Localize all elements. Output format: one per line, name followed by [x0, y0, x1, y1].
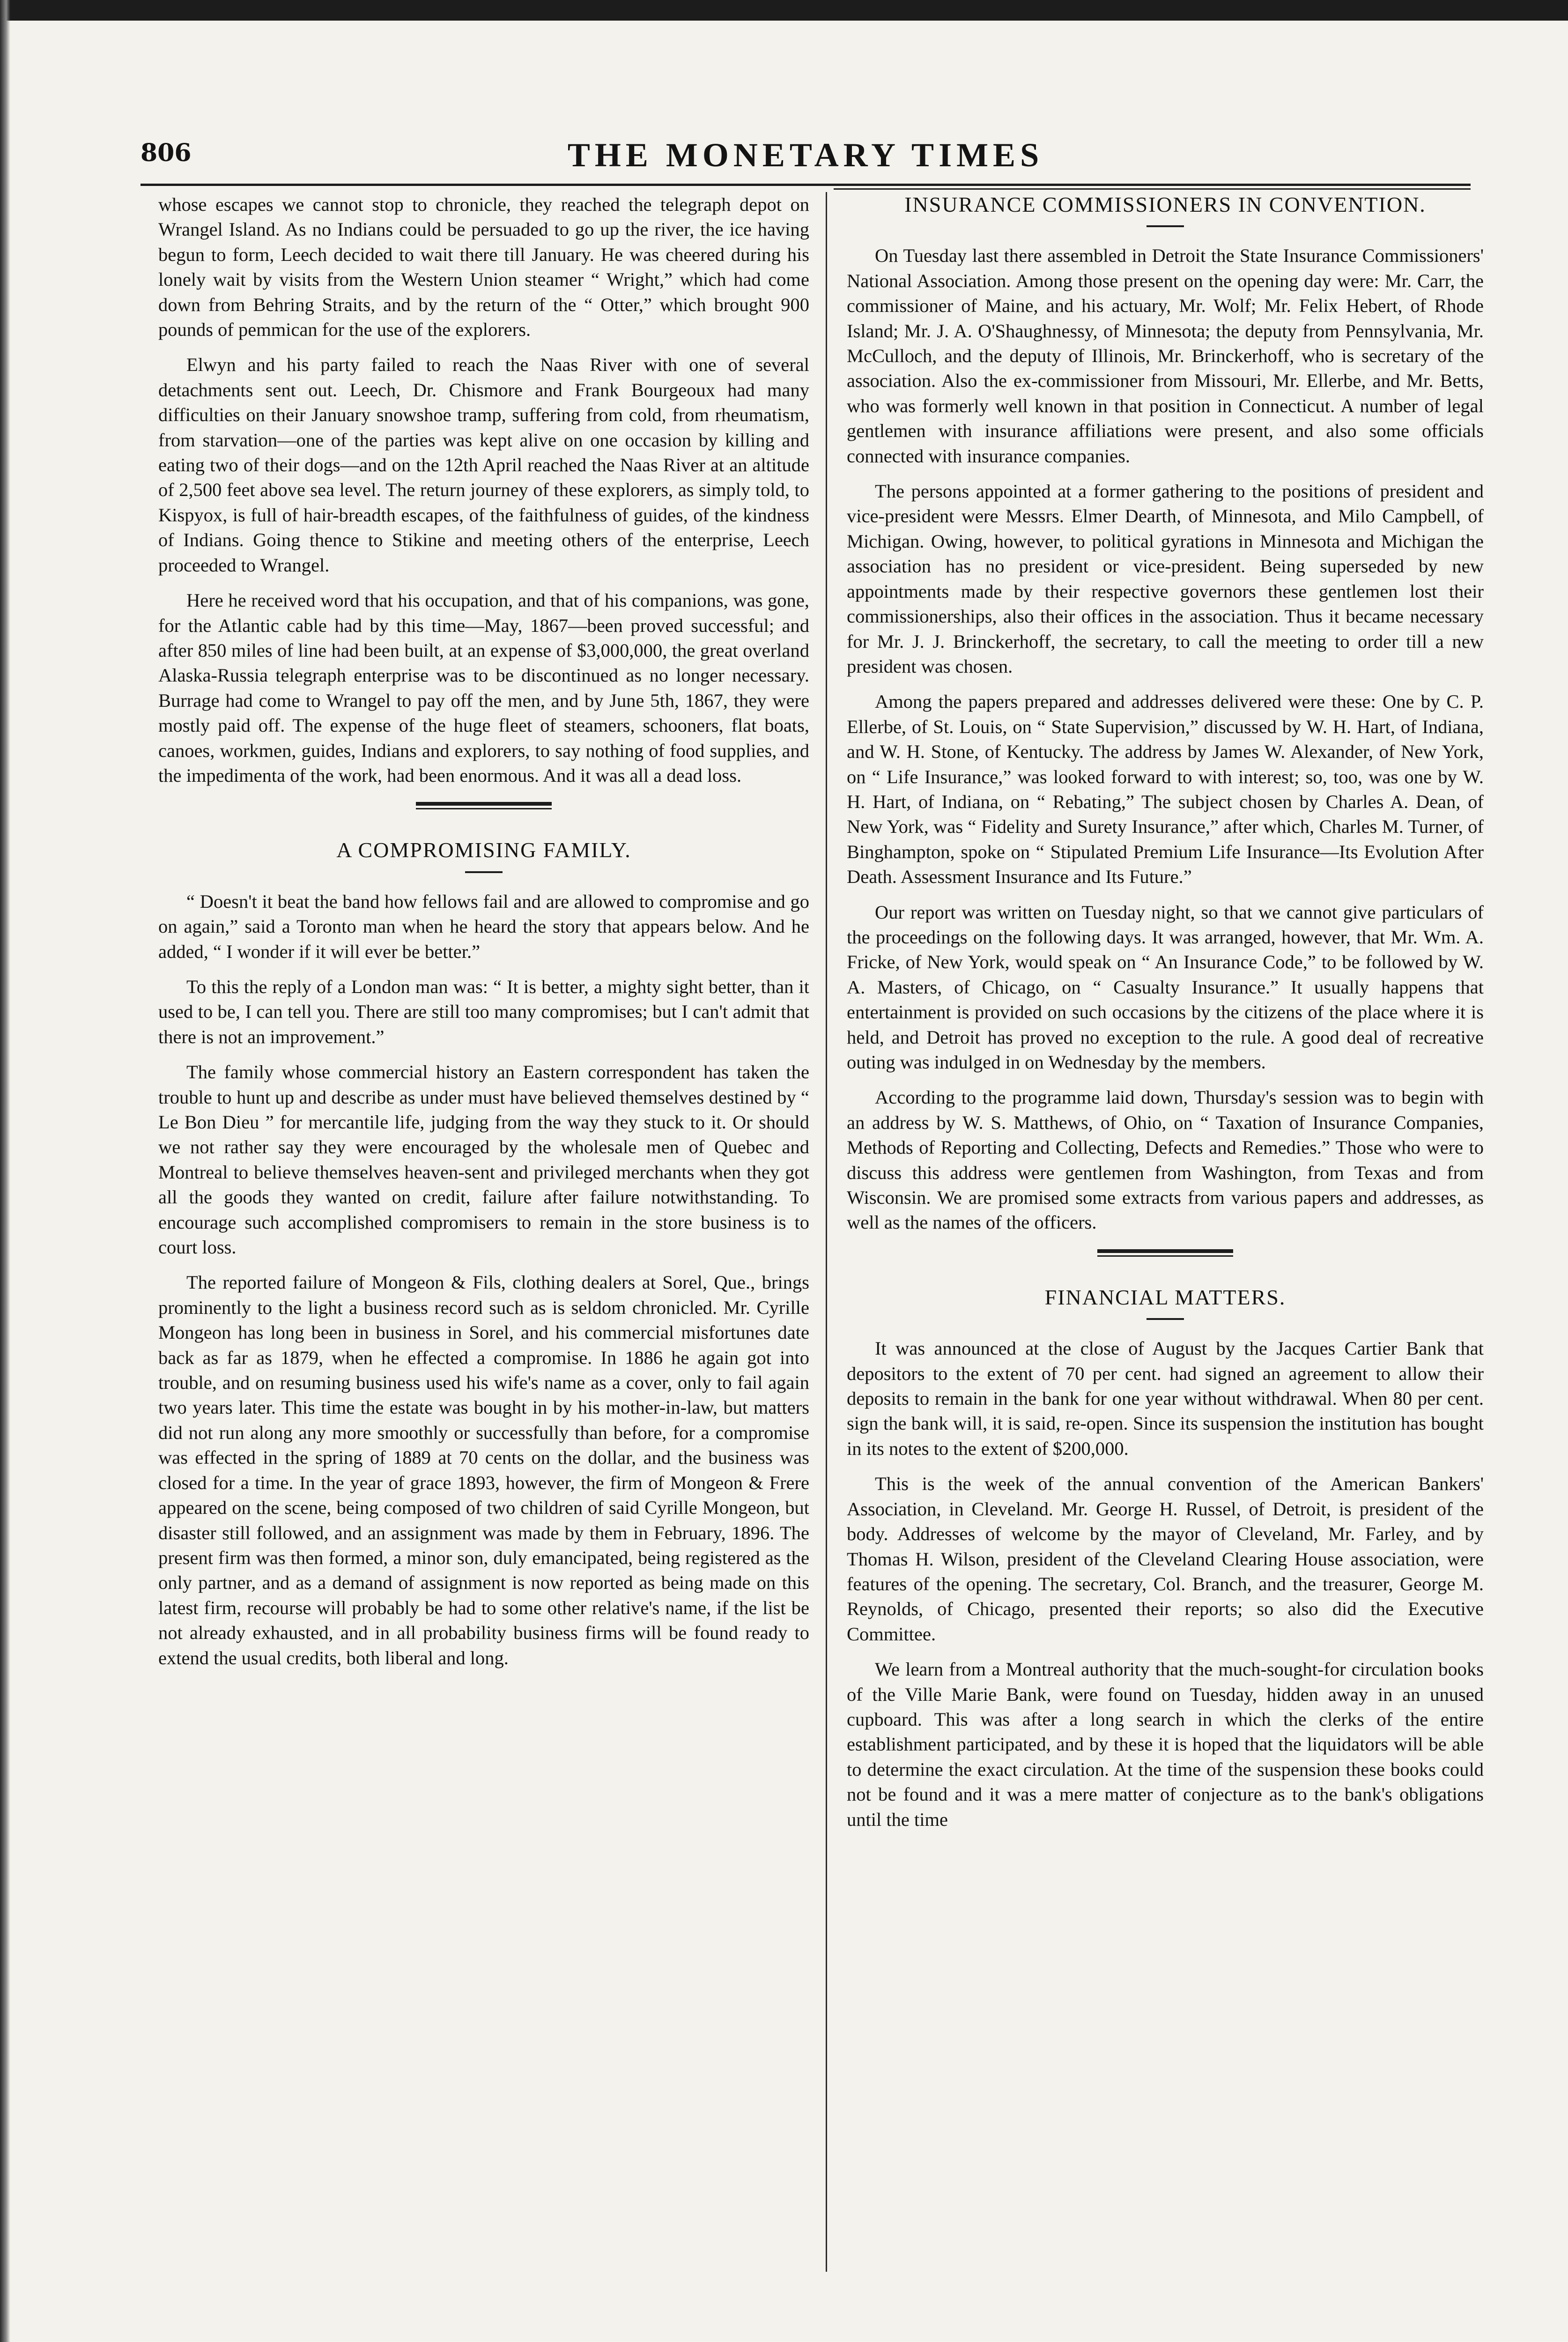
title-rule: [1146, 1318, 1184, 1320]
page-number: 806: [141, 139, 192, 167]
article-paragraph: whose escapes we cannot stop to chronicle, they reached the telegraph depot on Wrangel Island. As no Indians could be persuaded to go up the river, the ice having begun to form, Leech decided to wait there till January. He was cheered during his lonely wait by visits from the Western Union steamer “ Wright,” which had come down from Behring Straits, and by the return of the “ Otter,” which brought 900 pounds of pemmican for the use of the explorers.: [158, 194, 809, 341]
section-title: FINANCIAL MATTERS.: [1044, 1285, 1286, 1309]
article-paragraph: It was announced at the close of August by the Jacques Cartier Bank that depositors to the extent of 70 per cent. had signed an agreement to allow their deposits to remain in the bank for one year without withdrawal. When 80 per cent. sign the bank will, it is said, re-open. Since its suspension the institution has bought in its notes to the extent of $200,000.: [847, 1338, 1484, 1459]
article-paragraph: The family whose commercial history an Eastern correspondent has taken the trouble to hunt up and describe as under must have believed themselves destined by “ Le Bon Dieu ” for mercantile life, judging from the way they stuck to it. Or should we not rather say they were encouraged by the wholesale men of Quebec and Montreal to believe themselves heaven-sent and privileged merchants when they got all the goods they wanted on credit, failure after failure notwithstanding. To encourage such accomplished compromisers to remain in the store business is to court loss.: [158, 1061, 809, 1258]
section-separator: [416, 802, 552, 809]
article-paragraph: “ Doesn't it beat the band how fellows fail and are allowed to compromise and go on again,” said a Toronto man when he heard the story that appears below. And he added, “ I wonder if it will ever be better.”: [158, 890, 809, 962]
section-title: INSURANCE COMMISSIONERS IN CONVENTION.: [904, 193, 1426, 216]
article-paragraph: The reported failure of Mongeon & Fils, clothing dealers at Sorel, Que., brings prominently to the light a business record such as is seldom chronicled. Mr. Cyrille Mongeon has long been in business in Sorel, and his commercial misfortunes date back as far as 1879, when he effected a compromise. In 1886 he again got into trouble, and on resuming business used his wife's name as a cover, only to fail again two years later. This time the estate was bought in by his mother-in-law, but matters did not run along any more smoothly or successfully than before, for a compromise was effected in the spring of 1889 at 70 cents on the dollar, and the business was closed for a time. In the year of grace 1893, however, the firm of Mongeon & Frere appeared on the scene, being composed of two children of said Cyrille Mongeon, but disaster still followed, and an assignment was made by them in February, 1896. The present firm was then formed, a minor son, duly emancipated, being registered as the only partner, and as a demand of assignment is now reported as being made on this latest firm, recourse will probably be had to some other relative's name, if the list be not already exhausted, and in all probability business firms will be found ready to extend the usual credits, both liberal and long.: [158, 1272, 809, 1668]
article-paragraph: According to the programme laid down, Thursday's session was to begin with an address by W. S. Matthews, of Ohio, on “ Taxation of Insurance Companies, Methods of Reporting and Collecting, Defects and Remedies.” Those who were to discuss this address were gentlemen from Washington, from Texas and from Wisconsin. We are promised some extracts from various papers and addresses, as well as the names of the officers.: [847, 1087, 1484, 1233]
article-paragraph: We learn from a Montreal authority that the much-sought-for circulation books of the Ville Marie Bank, were found on Tuesday, hidden away in an unused cupboard. This was after a long search in which the clerks of the entire establishment participated, and by these it is hoped that the liquidators will be able to determine the exact circulation. At the time of the suspension these books could not be found and it was a mere matter of conjecture as to the bank's obligations until the time: [847, 1659, 1484, 1830]
article-paragraph: This is the week of the annual convention of the American Bankers' Association, in Cleveland. Mr. George H. Russel, of Detroit, is president of the body. Addresses of welcome by the mayor of Cleveland, Mr. Farley, and by Thomas H. Wilson, president of the Cleveland Clearing House association, were features of the opening. The secretary, Col. Branch, and the treasurer, George M. Reynolds, of Chicago, presented their reports; so also did the Executive Committee.: [847, 1473, 1484, 1645]
section-title: A COMPROMISING FAMILY.: [336, 838, 631, 862]
left-column: [158, 192, 809, 1681]
top-border: [0, 0, 1568, 21]
section-separator: [1097, 1249, 1233, 1257]
article-paragraph: The persons appointed at a former gathering to the positions of president and vice-president were Messrs. Elmer Dearth, of Minnesota, and Milo Campbell, of Michigan. Owing, however, to political gyrations in Minnesota and Michigan the association has no president or vice-president. Being superseded by new appointments made by their respective governors these gentlemen lost their commissionerships, also their offices in the association. Thus it became necessary for Mr. J. J. Brinckerhoff, the secretary, to call the meeting to order till a new president was chosen.: [847, 481, 1484, 677]
header-rule-secondary: [834, 188, 1471, 190]
title-rule: [1146, 225, 1184, 227]
right-column: [847, 192, 1484, 1842]
article-paragraph: On Tuesday last there assembled in Detroit the State Insurance Commissioners' National Association. Among those present on the opening day were: Mr. Carr, the commissioner of Maine, and his actuary, Mr. Wolf; Mr. Felix Hebert, of Rhode Island; Mr. J. A. O'Shaughnessy, of Minnesota; the deputy from Pennsylvania, Mr. McCulloch, and the deputy of Illinois, Mr. Brinckerhoff, who is secretary of the association. Also the ex-commissioner from Missouri, Mr. Ellerbe, and Mr. Betts, who was formerly well known in that position in Connecticut. A number of legal gentlemen with insurance affiliations were present, and also some officials connected with insurance companies.: [847, 245, 1484, 467]
article-paragraph: To this the reply of a London man was: “ It is better, a mighty sight better, than it used to be, I can tell you. There are still too many compromises; but I can't admit that there is not an improvement.”: [158, 976, 809, 1047]
article-paragraph: Our report was written on Tuesday night, so that we cannot give particulars of the proceedings on the following days. It was arranged, however, that Mr. Wm. A. Fricke, of New York, would speak on “ An Insurance Code,” to be followed by W. A. Masters, of Chicago, on “ Casualty Insurance.” It usually happens that entertainment is provided on such occasions by the citizens of the place where it is held, and Detroit has proved no exception to the rule. A good deal of recreative outing was indulged in on Wednesday by the members.: [847, 901, 1484, 1073]
article-paragraph: Among the papers prepared and addresses delivered were these: One by C. P. Ellerbe, of St. Louis, on “ State Supervision,” discussed by W. H. Hart, of Indiana, and W. H. Stone, of Kentucky. The address by James W. Alexander, of New York, on “ Life Insurance,” was looked forward to with interest; so, too, was one by W. H. Hart, of Indiana, on “ Rebating,” The subject chosen by Charles A. Dean, of New York, was “ Fidelity and Surety Insurance,” after which, Charles M. Turner, of Binghampton, spoke on “ Stipulated Premium Life Insurance—Its Evolution After Death. Assessment Insurance and Its Future.”: [847, 691, 1484, 888]
page-header: [141, 136, 1471, 178]
article-paragraph: Here he received word that his occupation, and that of his companions, was gone, for the Atlantic cable had by this time—May, 1867—been proved successful; and after 850 miles of line had been built, at an expense of $3,000,000, the great overland Alaska-Russia telegraph enterprise was to be discontinued as no longer necessary. Burrage had come to Wrangel to pay off the men, and by June 5th, 1867, they were mostly paid off. The expense of the huge fleet of steamers, schooners, flat boats, canoes, workmen, guides, Indians and explorers, to say nothing of food supplies, and the impedimenta of the work, had been enormous. And it was all a dead loss.: [158, 590, 809, 786]
title-rule: [465, 871, 503, 873]
article-paragraph: Elwyn and his party failed to reach the Naas River with one of several detachments sent out. Leech, Dr. Chismore and Frank Bourgeoux had many difficulties on their January snowshoe tramp, suffering from cold, from rheumatism, from starvation—one of the parties was kept alive on one occasion by killing and eating two of their dogs—and on the 12th April reached the Naas River at an altitude of 2,500 feet above sea level. The return journey of these explorers, as simply told, to Kispyox, is full of hair-breadth escapes, of the faithfulness of guides, of the kindness of Indians. Going thence to Stikine and meeting others of the enterprise, Leech proceeded to Wrangel.: [158, 354, 809, 576]
page-edge: [0, 0, 10, 2342]
column-divider: [826, 192, 827, 2272]
masthead: THE MONETARY TIMES: [567, 136, 1044, 174]
header-rule: [141, 184, 1471, 186]
